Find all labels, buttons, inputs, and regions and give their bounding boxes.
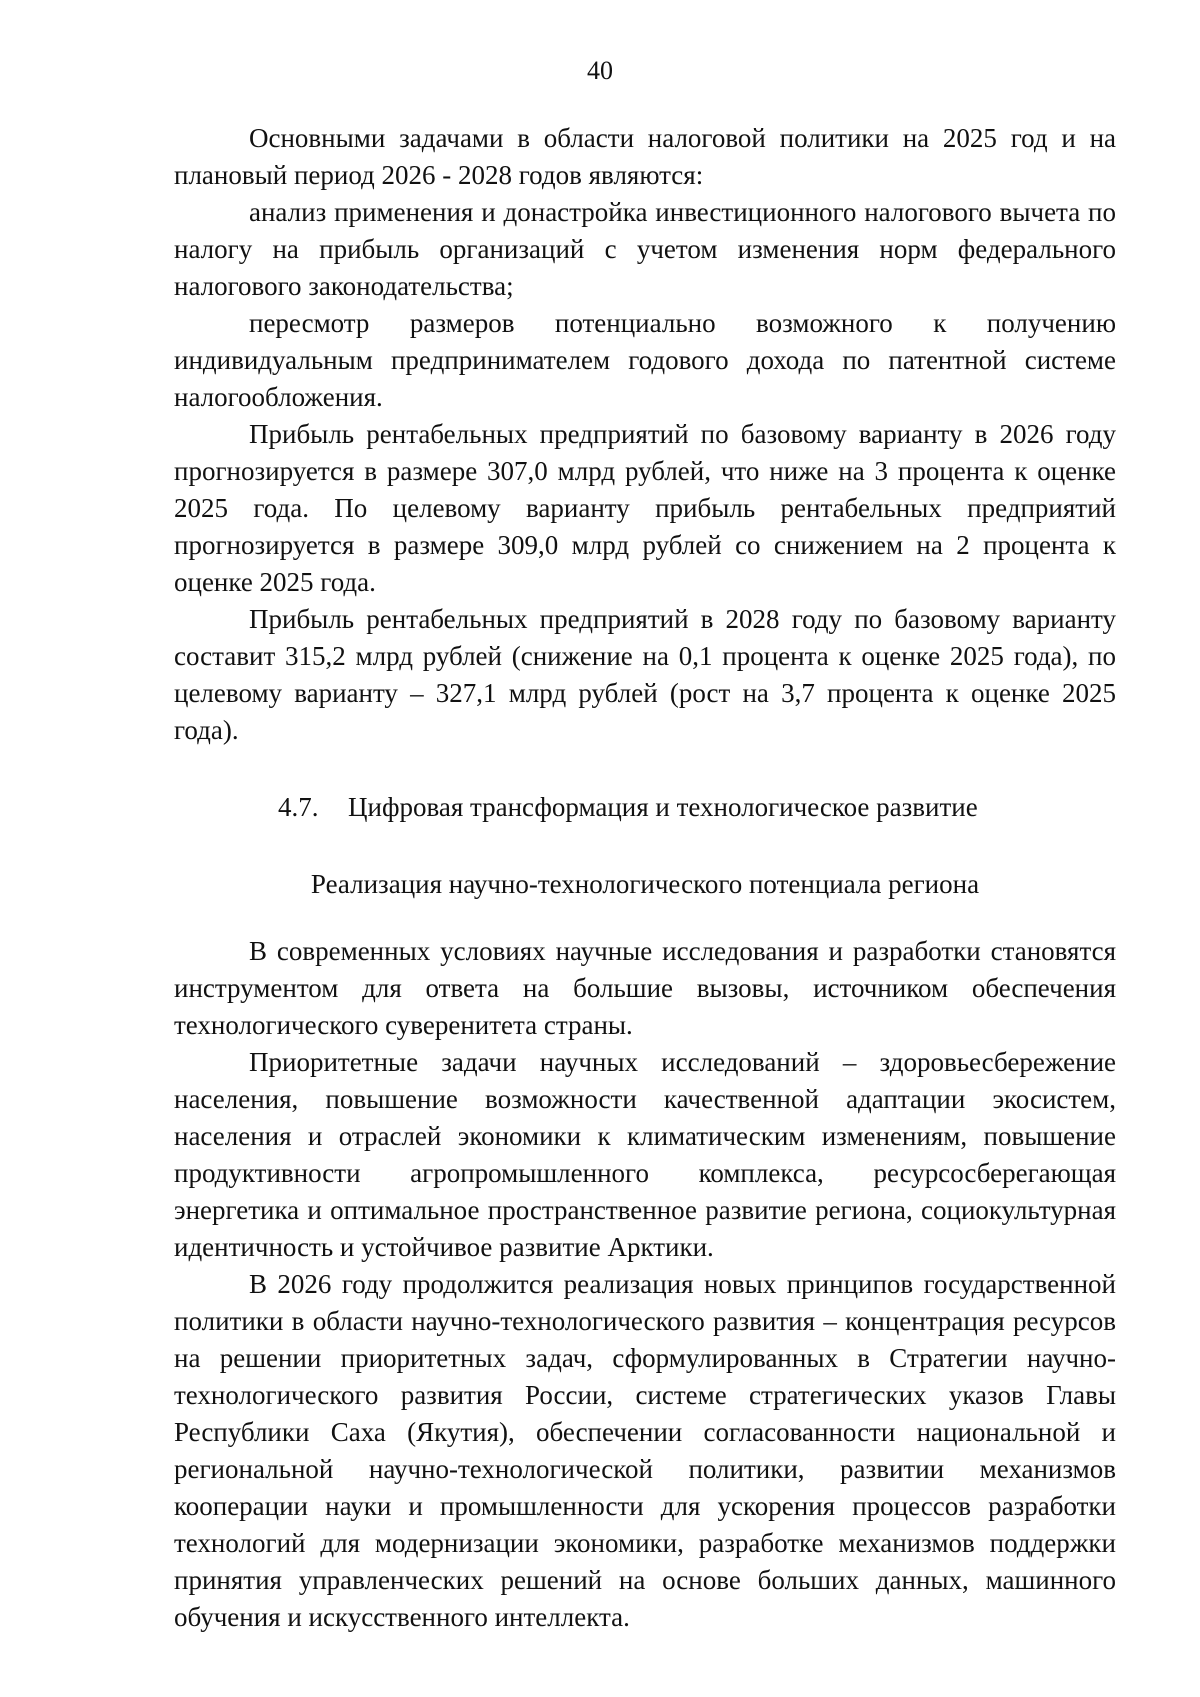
paragraph-tax-task-deduction: анализ применения и донастройка инвестиционного налогового вычета по налогу на прибыль организаций с учетом изменения норм федерального налогового законодательства; — [174, 197, 1116, 301]
paragraph-research-role: В современных условиях научные исследования и разработки становятся инструментом для ответа на большие вызовы, источником обеспечения технологического суверенитета страны. — [174, 936, 1116, 1040]
section-heading — [174, 789, 1116, 826]
paragraph-profit-2026: Прибыль рентабельных предприятий по базовому варианту в 2026 году прогнозируется в размере 307,0 млрд рублей, что ниже на 3 процента к оценке 2025 года. По целевому варианту прибыль рентабельных предприятий прогнозируется в размере 309,0 млрд рублей со снижением на 2 процента к оценке 2025 года. — [174, 419, 1116, 597]
paragraph-policy-2026: В 2026 году продолжится реализация новых принципов государственной политики в области научно-технологического развития – концентрация ресурсов на решении приоритетных задач, сформулированных в Стратегии научно-технологического развития России, системе стратегических указов Главы Республики Саха (Якутия), обеспечении согласованности национальной и региональной научно-технологической политики, развитии механизмов кооперации науки и промышленности для ускорения процессов разработки технологий для модернизации экономики, разработке механизмов поддержки принятия управленческих решений на основе больших данных, машинного обучения и искусственного интеллекта. — [174, 1269, 1116, 1632]
paragraph-profit-2028: Прибыль рентабельных предприятий в 2028 году по базовому варианту составит 315,2 млрд рублей (снижение на 0,1 процента к оценке 2025 года), по целевому варианту – 327,1 млрд рублей (рост на 3,7 процента к оценке 2025 года). — [174, 604, 1116, 745]
paragraph-tax-tasks-intro: Основными задачами в области налоговой политики на 2025 год и на плановый период 2026 - 2028 годов являются: — [174, 123, 1116, 190]
page-content — [174, 120, 1116, 1636]
section-number: 4.7. — [278, 792, 319, 822]
paragraph-tax-task-patent: пересмотр размеров потенциально возможного к получению индивидуальным предпринимателем годового дохода по патентной системе налогообложения. — [174, 308, 1116, 412]
subsection-heading: Реализация научно-технологического потенциала региона — [310, 869, 980, 899]
section-title: Цифровая трансформация и технологическое развитие — [348, 792, 978, 822]
paragraph-research-priorities: Приоритетные задачи научных исследований – здоровьесбережение населения, повышение возможности качественной адаптации экосистем, населения и отраслей экономики к климатическим изменениям, повышение продуктивности агропромышленного комплекса, ресурсосберегающая энергетика и оптимальное пространственное развитие региона, социокультурная идентичность и устойчивое развитие Арктики. — [174, 1047, 1116, 1262]
page-number: 40 — [587, 56, 613, 85]
